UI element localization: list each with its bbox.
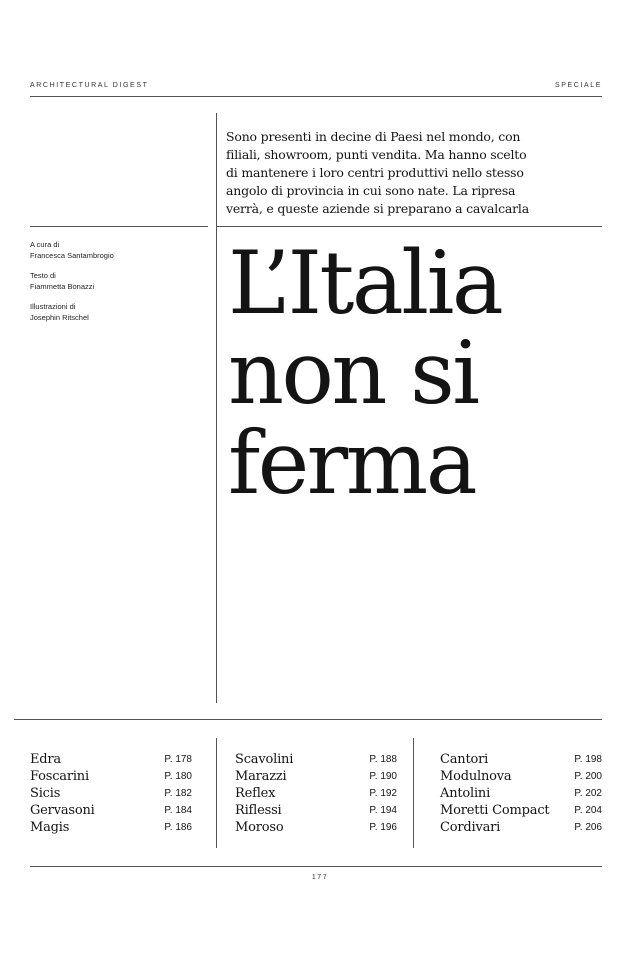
toc-entry-name: Marazzi	[235, 769, 287, 784]
intro-line: filiali, showroom, punti vendita. Ma hanno scelto	[226, 147, 527, 162]
footer-rule	[30, 866, 602, 867]
toc-entry[interactable]	[440, 751, 602, 768]
credit-role: Testo di	[30, 271, 56, 280]
credit-role: Illustrazioni di	[30, 302, 76, 311]
toc-entry-name: Reflex	[235, 786, 276, 801]
left-column-rule	[30, 226, 208, 227]
title-line: L’Italia	[228, 232, 502, 334]
credits	[30, 240, 210, 333]
toc-entry-page: P. 198	[574, 754, 602, 765]
toc-column-3	[440, 751, 602, 836]
toc-entry[interactable]	[30, 768, 192, 785]
toc-entry-name: Moroso	[235, 820, 284, 835]
main-vertical-rule	[216, 113, 217, 703]
credit-name: Josephin Ritschel	[30, 312, 89, 322]
credit-writer	[30, 271, 210, 292]
toc-top-rule	[14, 719, 602, 720]
toc-entry[interactable]	[235, 768, 397, 785]
toc-entry[interactable]	[30, 785, 192, 802]
toc-entry-page: P. 206	[574, 822, 602, 833]
toc-entry-name: Sicis	[30, 786, 61, 801]
intro-line: Sono presenti in decine di Paesi nel mondo, con	[226, 129, 521, 144]
credit-illustrator	[30, 302, 210, 323]
toc-entry-name: Scavolini	[235, 752, 294, 767]
intro-line: angolo di provincia in cui sono nate. La ripresa	[226, 183, 516, 198]
toc-divider-2	[413, 738, 414, 848]
header-rule	[30, 96, 602, 97]
toc-entry-name: Antolini	[440, 786, 491, 801]
page-number: 177	[311, 874, 329, 881]
toc-entry-page: P. 184	[164, 805, 192, 816]
right-column-rule	[217, 226, 602, 227]
toc-entry-page: P. 194	[369, 805, 397, 816]
toc-entry-page: P. 180	[164, 771, 192, 782]
toc-divider-1	[216, 738, 217, 848]
credit-editor	[30, 240, 210, 261]
toc-entry-page: P. 204	[574, 805, 602, 816]
toc-entry-name: Riflessi	[235, 803, 282, 818]
toc-entry-page: P. 200	[574, 771, 602, 782]
toc-entry-name: Gervasoni	[30, 803, 95, 818]
toc-entry-name: Moretti Compact	[440, 803, 550, 818]
toc-entry[interactable]	[440, 785, 602, 802]
toc-entry[interactable]	[440, 819, 602, 836]
toc-entry-name: Modulnova	[440, 769, 512, 784]
credit-name: Francesca Santambrogio	[30, 250, 114, 260]
toc-entry-page: P. 202	[574, 788, 602, 799]
toc-entry-name: Magis	[30, 820, 70, 835]
section-label: SPECIALE	[554, 82, 602, 89]
toc-entry-page: P. 178	[164, 754, 192, 765]
toc-entry-name: Cordivari	[440, 820, 501, 835]
intro-line: verrà, e queste aziende si preparano a cavalcarla	[226, 201, 529, 216]
intro-line: di mantenere i loro centri produttivi nello stesso	[226, 165, 524, 180]
publication-name: ARCHITECTURAL DIGEST	[30, 82, 149, 89]
toc-entry[interactable]	[235, 785, 397, 802]
toc-entry[interactable]	[30, 819, 192, 836]
toc-entry[interactable]	[235, 802, 397, 819]
toc-entry[interactable]	[30, 802, 192, 819]
toc-entry[interactable]	[235, 751, 397, 768]
credit-name: Fiammetta Bonazzi	[30, 281, 95, 291]
toc-entry-page: P. 192	[369, 788, 397, 799]
title-line: non si	[228, 322, 478, 424]
toc-entry[interactable]	[30, 751, 192, 768]
toc-column-1	[30, 751, 192, 836]
toc-entry-name: Cantori	[440, 752, 489, 767]
page-title	[228, 232, 502, 514]
toc-entry[interactable]	[235, 819, 397, 836]
toc-column-2	[235, 751, 397, 836]
toc-entry-page: P. 196	[369, 822, 397, 833]
toc-entry[interactable]	[440, 768, 602, 785]
toc-entry[interactable]	[440, 802, 602, 819]
toc-entry-name: Foscarini	[30, 769, 89, 784]
intro-text	[226, 128, 606, 218]
title-line: ferma	[228, 412, 476, 514]
toc-entry-page: P. 190	[369, 771, 397, 782]
toc-entry-page: P. 186	[164, 822, 192, 833]
toc-entry-page: P. 188	[369, 754, 397, 765]
toc-entry-name: Edra	[30, 752, 61, 767]
credit-role: A cura di	[30, 240, 60, 249]
toc-entry-page: P. 182	[164, 788, 192, 799]
